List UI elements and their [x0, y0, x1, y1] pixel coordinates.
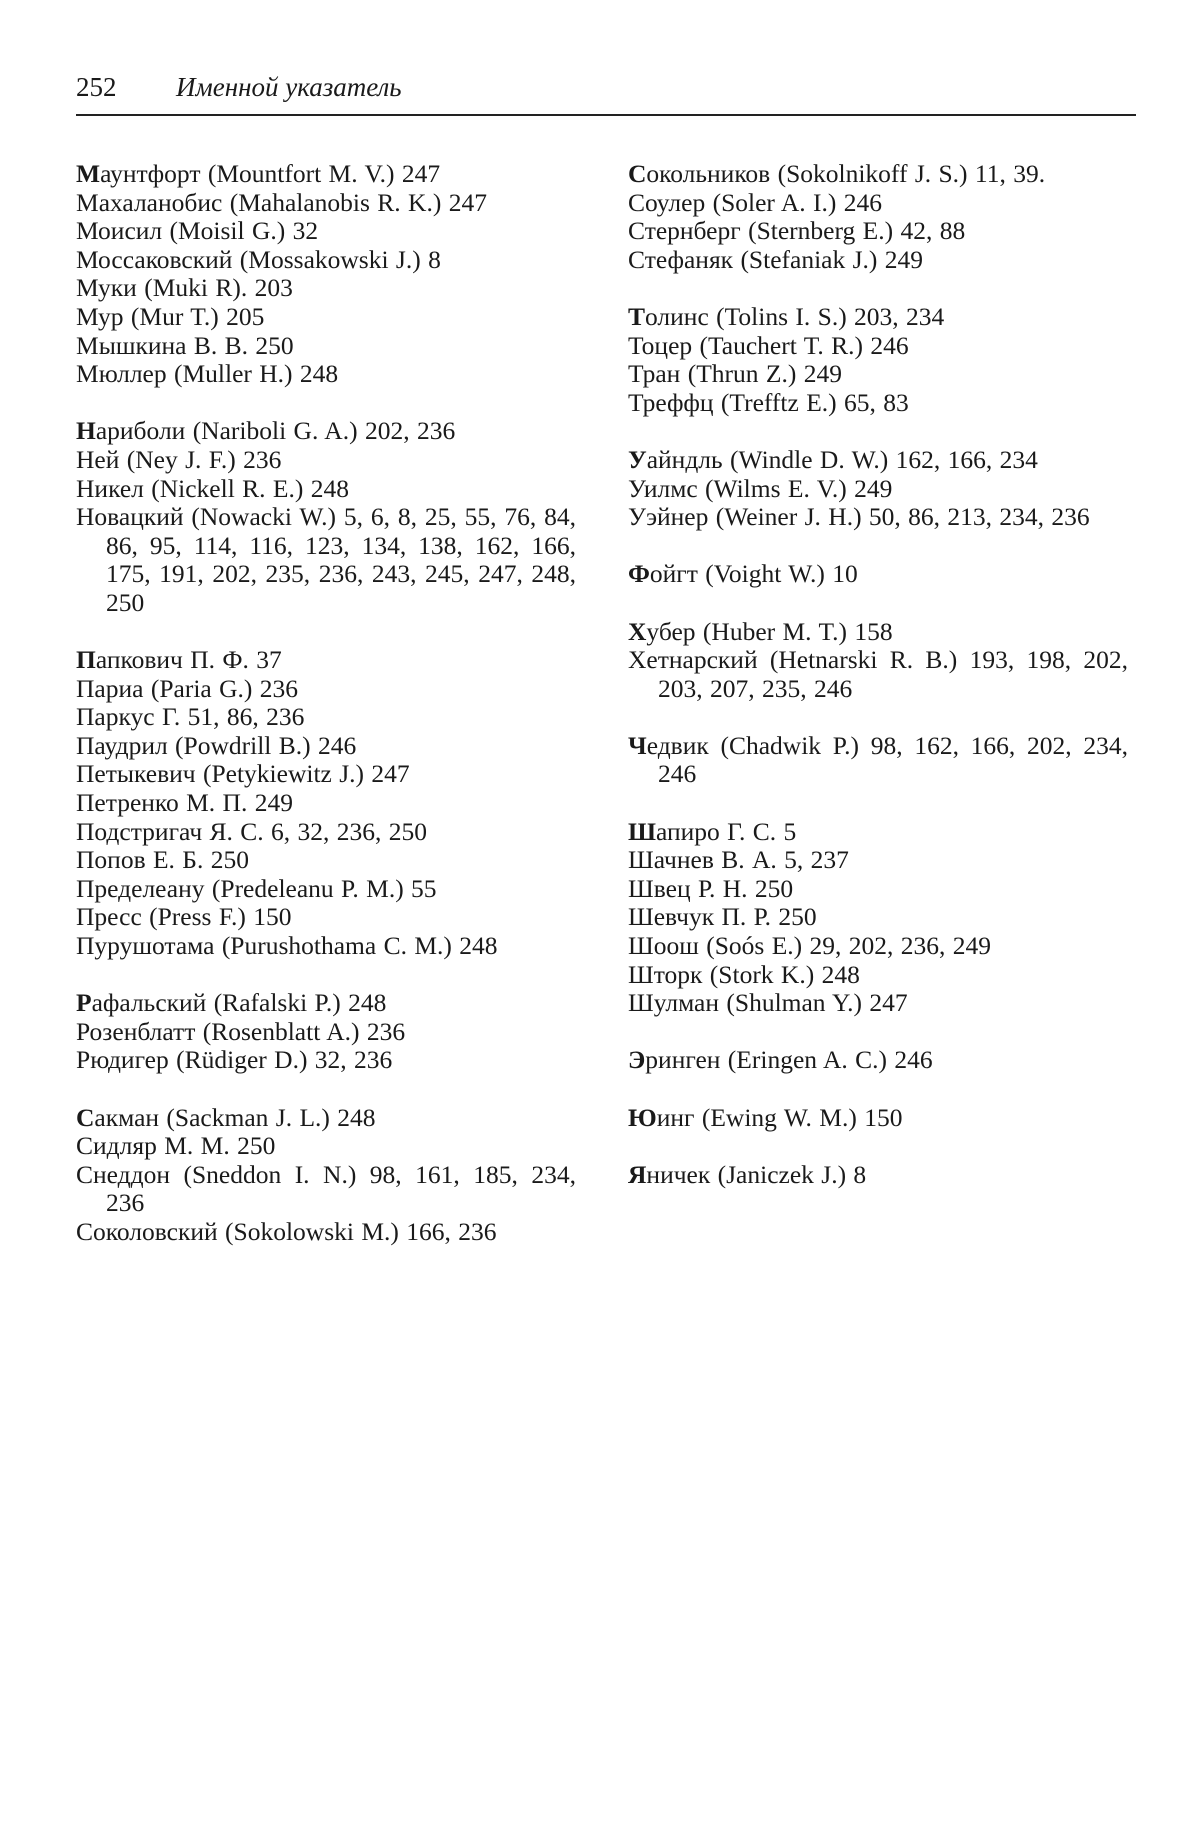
entry-text: етнарский (Hetnarski R. B.) 193, 198, 202, 203, 207, 235, 246	[646, 645, 1128, 703]
index-entry	[628, 618, 1128, 647]
entry-text: ринген (Eringen A. C.) 246	[645, 1045, 933, 1075]
entry-text: акман (Sackman J. L.) 248	[94, 1102, 376, 1132]
entry-text: ариболи (Nariboli G. A.) 202, 236	[95, 416, 456, 446]
entry-text: евчук П. Р. 250	[653, 902, 817, 932]
entry-text: ур (Mur T.) 205	[98, 301, 265, 331]
entry-text: ойгт (Voight W.) 10	[649, 559, 858, 589]
entry-initial: С	[628, 216, 645, 246]
index-entry	[76, 1132, 576, 1161]
entry-initial: Х	[628, 616, 647, 646]
index-letter-group	[76, 1104, 576, 1247]
index-entry	[76, 160, 576, 189]
entry-text: уки (Muki R). 203	[98, 273, 293, 303]
index-entry	[628, 989, 1128, 1018]
index-entry	[628, 503, 1128, 532]
entry-initial: У	[628, 502, 647, 532]
entry-initial: Ш	[628, 845, 654, 875]
entry-text: аунтфорт (Mountfort M. V.) 247	[100, 159, 441, 188]
index-letter-group	[76, 417, 576, 617]
index-entry	[628, 446, 1128, 475]
entry-initial: Н	[76, 473, 95, 503]
entry-text: етыкевич (Petykiewitz J.) 247	[94, 759, 410, 789]
index-entry	[76, 989, 576, 1018]
index-entry	[76, 903, 576, 932]
entry-text: окольников (Sokolnikoff J. S.) 11, 39.	[646, 159, 1046, 188]
index-entry	[628, 646, 1128, 703]
entry-initial: Р	[76, 1016, 90, 1046]
entry-initial: С	[76, 1102, 95, 1132]
entry-text: аудрил (Powdrill B.) 246	[94, 730, 357, 760]
entry-text: ахаланобис (Mahalanobis R. K.) 247	[98, 187, 487, 217]
index-entry	[76, 846, 576, 875]
index-entry	[628, 732, 1128, 789]
entry-initial: Ю	[628, 1102, 657, 1132]
entry-text: ресс (Press F.) 150	[94, 902, 292, 932]
entry-text: оош (Soós E.) 29, 202, 236, 249	[653, 931, 992, 961]
entry-text: апкович П. Ф. 37	[95, 645, 282, 675]
index-entry	[76, 332, 576, 361]
entry-text: неддон (Sneddon I. N.) 98, 161, 185, 234, 236	[93, 1159, 576, 1218]
entry-text: оцер (Tauchert T. R.) 246	[641, 330, 909, 360]
entry-text: олинс (Tolins I. S.) 203, 234	[645, 301, 945, 331]
index-entry	[76, 732, 576, 761]
index-entry	[76, 274, 576, 303]
index-entry	[76, 1018, 576, 1047]
entry-initial: П	[76, 788, 95, 818]
index-letter-group	[628, 618, 1128, 704]
entry-text: тернберг (Sternberg E.) 42, 88	[644, 216, 966, 246]
index-entry	[76, 360, 576, 389]
entry-initial: Ш	[628, 902, 654, 932]
entry-initial: Н	[76, 444, 95, 474]
entry-initial: П	[76, 759, 95, 789]
entry-initial: Н	[76, 416, 96, 446]
entry-initial: П	[76, 902, 95, 932]
entry-initial: П	[76, 673, 95, 703]
index-letter-group	[628, 1104, 1128, 1133]
index-entry	[628, 560, 1128, 589]
index-letter-group	[628, 732, 1128, 789]
index-entry	[628, 332, 1128, 361]
index-entry	[628, 818, 1128, 847]
entry-initial: П	[76, 873, 95, 903]
index-entry	[76, 475, 576, 504]
index-entry	[76, 789, 576, 818]
entry-initial: Ч	[628, 730, 647, 760]
index-entry	[628, 303, 1128, 332]
index-entry	[76, 760, 576, 789]
index-letter-group	[628, 560, 1128, 589]
index-entry	[76, 503, 576, 617]
index-entry	[628, 846, 1128, 875]
entry-text: опов Е. Б. 250	[94, 845, 249, 875]
entry-initial: М	[76, 244, 99, 274]
entry-text: тефаняк (Stefaniak J.) 249	[644, 244, 924, 274]
entry-initial: М	[76, 359, 99, 389]
entry-initial: Ш	[628, 931, 654, 961]
entry-text: озенблатт (Rosenblatt A.) 236	[89, 1016, 406, 1046]
entry-initial: Т	[628, 330, 642, 360]
index-entry	[76, 932, 576, 961]
entry-initial: П	[76, 645, 96, 675]
index-entry	[628, 961, 1128, 990]
index-entry	[76, 446, 576, 475]
entry-initial: С	[628, 159, 647, 188]
entry-initial: Э	[628, 1045, 646, 1075]
index-entry	[76, 1161, 576, 1218]
index-entry	[628, 875, 1128, 904]
entry-initial: П	[76, 702, 95, 732]
index-entry	[628, 932, 1128, 961]
entry-text: убер (Huber M. T.) 158	[646, 616, 893, 646]
index-entry	[76, 818, 576, 847]
entry-text: овацкий (Nowacki W.) 5, 6, 8, 25, 55, 76, 84, 86, 95, 114, 116, 123, 134, 138, 162, 166, 175, 191, 202, 235, 236, 243, 245, 247, 248, 250	[94, 502, 576, 617]
entry-initial: С	[628, 187, 646, 217]
entry-text: эйнер (Weiner J. H.) 50, 86, 213, 234, 236	[646, 502, 1090, 532]
entry-initial: П	[76, 931, 95, 961]
index-entry	[76, 217, 576, 246]
entry-initial: С	[628, 244, 645, 274]
index-entry	[628, 360, 1128, 389]
entry-text: ей (Ney J. F.) 236	[94, 444, 282, 474]
entry-initial: У	[628, 473, 644, 503]
index-letter-group	[628, 1161, 1128, 1190]
entry-initial: Н	[76, 502, 95, 532]
index-letter-group	[76, 989, 576, 1075]
entry-text: юллер (Muller H.) 248	[98, 359, 339, 389]
entry-text: торк (Stork K.) 248	[653, 959, 860, 989]
entry-text: афальский (Rafalski P.) 248	[91, 988, 387, 1018]
index-column-left	[76, 160, 576, 1275]
entry-initial: П	[76, 816, 95, 846]
entry-initial: Х	[628, 645, 647, 675]
entry-initial: У	[628, 444, 647, 474]
index-entry	[628, 217, 1128, 246]
entry-text: идляр М. М. 250	[93, 1131, 276, 1161]
entry-text: ариа (Paria G.) 236	[94, 673, 298, 703]
entry-initial: Р	[76, 1045, 91, 1075]
entry-text: урушотама (Purushothama C. M.) 248	[94, 931, 498, 961]
entry-initial: С	[76, 1159, 94, 1189]
entry-initial: Р	[76, 988, 92, 1018]
index-column-right	[628, 160, 1128, 1218]
entry-text: етренко М. П. 249	[94, 788, 293, 818]
index-entry	[76, 646, 576, 675]
entry-initial: Я	[628, 1159, 647, 1189]
entry-initial: П	[76, 845, 95, 875]
entry-initial: П	[76, 730, 95, 760]
index-entry	[628, 475, 1128, 504]
index-letter-group	[628, 160, 1128, 274]
entry-text: апиро Г. С. 5	[656, 816, 797, 846]
entry-initial: Ф	[628, 559, 650, 589]
index-entry	[76, 675, 576, 704]
entry-initial: М	[76, 301, 99, 331]
entry-text: околовский (Sokolowski M.) 166, 236	[93, 1216, 497, 1246]
entry-initial: М	[76, 330, 99, 360]
entry-text: оссаковский (Mossakowski J.) 8	[98, 244, 441, 274]
entry-text: инг (Ewing W. M.) 150	[656, 1102, 903, 1132]
entry-text: улман (Shulman Y.) 247	[653, 988, 908, 1018]
index-entry	[76, 246, 576, 275]
entry-initial: М	[76, 187, 99, 217]
entry-initial: Т	[628, 301, 646, 331]
entry-initial: Т	[628, 359, 643, 389]
index-entry	[628, 189, 1128, 218]
entry-text: вец Р. Н. 250	[653, 873, 794, 903]
entry-text: ышкина В. В. 250	[98, 330, 294, 360]
index-entry	[76, 1104, 576, 1133]
entry-text: икел (Nickell R. E.) 248	[94, 473, 349, 503]
page-header	[76, 70, 1136, 116]
index-entry	[76, 189, 576, 218]
index-entry	[76, 1046, 576, 1075]
index-entry	[628, 1104, 1128, 1133]
index-entry	[76, 875, 576, 904]
entry-text: ачнев В. А. 5, 237	[653, 845, 849, 875]
index-letter-group	[76, 646, 576, 961]
index-entry	[628, 903, 1128, 932]
entry-initial: М	[76, 216, 99, 246]
running-title: Именной указатель	[176, 72, 402, 102]
index-letter-group	[628, 446, 1128, 532]
entry-text: айндль (Windle D. W.) 162, 166, 234	[646, 444, 1038, 474]
index-entry	[76, 1218, 576, 1247]
entry-initial: С	[76, 1131, 94, 1161]
entry-text: юдигер (Rüdiger D.) 32, 236	[90, 1045, 393, 1075]
entry-initial: М	[76, 273, 99, 303]
entry-text: ничек (Janiczek J.) 8	[646, 1159, 867, 1189]
entry-initial: Ш	[628, 873, 654, 903]
entry-text: ран (Thrun Z.) 249	[642, 359, 842, 389]
entry-initial: М	[76, 159, 101, 188]
entry-initial: Ш	[628, 816, 657, 846]
entry-initial: С	[76, 1216, 94, 1246]
entry-text: илмс (Wilms E. V.) 249	[643, 473, 893, 503]
entry-initial: Ш	[628, 959, 654, 989]
index-entry	[76, 417, 576, 446]
entry-text: едвик (Chadwik P.) 98, 162, 166, 202, 234, 246	[646, 730, 1128, 789]
index-letter-group	[628, 818, 1128, 1018]
entry-initial: Ш	[628, 988, 654, 1018]
index-entry	[628, 160, 1128, 189]
index-entry	[628, 1046, 1128, 1075]
index-entry	[628, 1161, 1128, 1190]
entry-text: одстригач Я. С. 6, 32, 236, 250	[94, 816, 428, 846]
index-letter-group	[628, 303, 1128, 417]
index-entry	[76, 303, 576, 332]
index-entry	[628, 389, 1128, 418]
entry-text: аркус Г. 51, 86, 236	[94, 702, 305, 732]
page-number: 252	[76, 72, 117, 102]
entry-text: ределеану (Predeleanu P. M.) 55	[94, 873, 437, 903]
index-letter-group	[76, 160, 576, 389]
entry-initial: Т	[628, 387, 643, 417]
entry-text: оулер (Soler A. I.) 246	[645, 187, 883, 217]
entry-text: оисил (Moisil G.) 32	[98, 216, 319, 246]
index-entry	[76, 703, 576, 732]
index-entry	[628, 246, 1128, 275]
index-letter-group	[628, 1046, 1128, 1075]
entry-text: реффц (Trefftz E.) 65, 83	[642, 387, 909, 417]
